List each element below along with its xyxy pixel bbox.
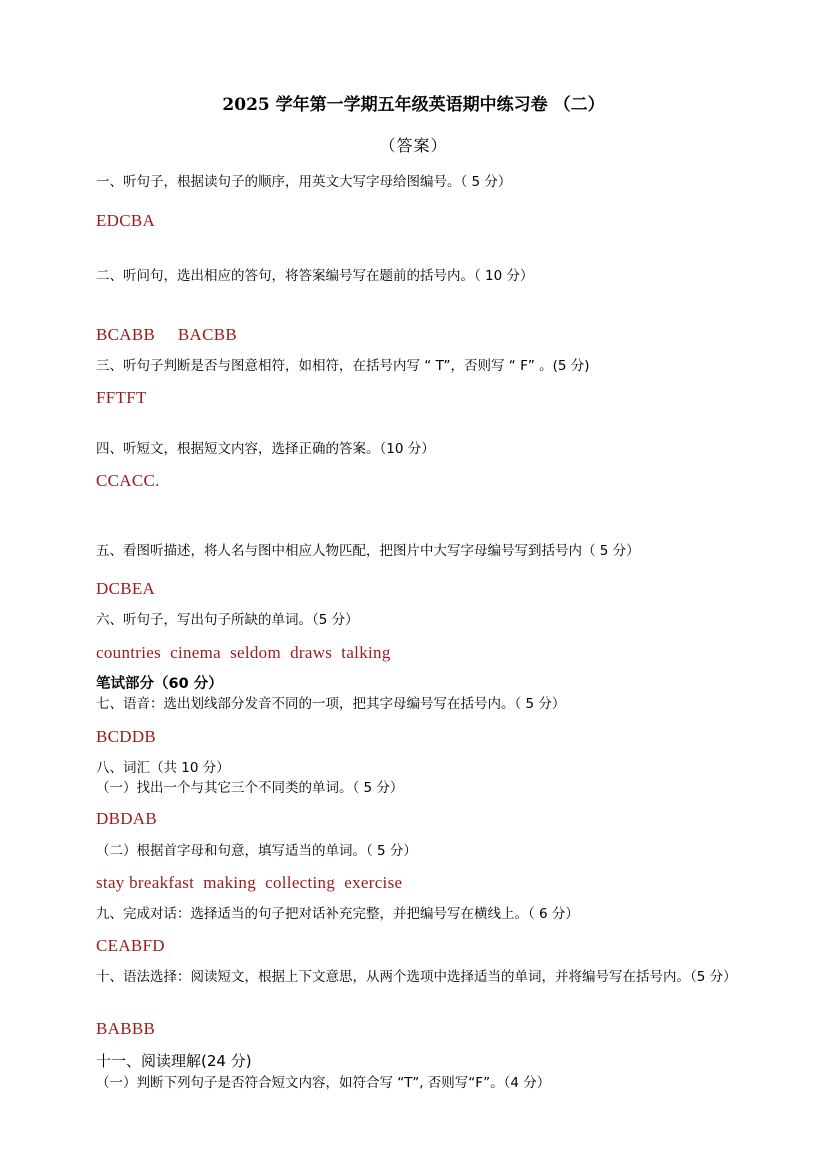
question-8-instruction: 八、词汇（共 10 分） <box>96 760 230 776</box>
question-10-instruction: 十、语法选择：阅读短文，根据上下文意思，从两个选项中选择适当的单词，并将编号写在括号内。（5 分） <box>96 969 737 985</box>
question-11-instruction: 十一、阅读理解(24 分) <box>96 1052 252 1070</box>
answer-2: BCABB BACBB <box>96 325 238 344</box>
answer-9: CEABFD <box>96 936 165 955</box>
question-1-instruction: 一、听句子，根据读句子的顺序，用英文大写字母给图编号。（ 5 分） <box>96 174 512 190</box>
question-6-instruction: 六、听句子，写出句子所缺的单词。（5 分） <box>96 612 359 628</box>
answer-10: BABBB <box>96 1019 156 1038</box>
question-8-sub-2: （二）根据首字母和句意，填写适当的单词。（ 5 分） <box>96 843 417 859</box>
question-11-sub-1: （一）判断下列句子是否符合短文内容，如符合写 “T”, 否则写“F”。（4 分） <box>96 1075 551 1091</box>
page-subtitle: （答案） <box>379 136 448 155</box>
answer-5: DCBEA <box>96 579 156 598</box>
written-part-heading: 笔试部分（60 分） <box>96 676 223 692</box>
answer-1: EDCBA <box>96 211 156 230</box>
question-3-instruction: 三、听句子判断是否与图意相符，如相符，在括号内写 “ T”，否则写 “ F” 。(5 分) <box>96 358 590 374</box>
answer-3: FFTFT <box>96 388 147 407</box>
question-4-instruction: 四、听短文，根据短文内容，选择正确的答案。（10 分） <box>96 441 435 457</box>
question-7-instruction: 七、语音：选出划线部分发音不同的一项，把其字母编号写在括号内。（ 5 分） <box>96 696 566 712</box>
question-2-instruction: 二、听问句，选出相应的答句，将答案编号写在题前的括号内。（ 10 分） <box>96 268 534 284</box>
answer-6: countries cinema seldom draws talking <box>96 643 391 662</box>
answer-7: BCDDB <box>96 727 157 746</box>
question-5-instruction: 五、看图听描述，将人名与图中相应人物匹配，把图片中大写字母编号写到括号内（ 5 分） <box>96 543 640 559</box>
answer-8-2: stay breakfast making collecting exercise <box>96 873 403 892</box>
question-9-instruction: 九、完成对话：选择适当的句子把对话补充完整，并把编号写在横线上。（ 6 分） <box>96 906 579 922</box>
answer-4: CCACC. <box>96 471 160 490</box>
answer-8-1: DBDAB <box>96 809 158 828</box>
question-8-sub-1: （一）找出一个与其它三个不同类的单词。（ 5 分） <box>96 780 404 796</box>
page-title: 2025 学年第一学期五年级英语期中练习卷 （二） <box>222 95 605 115</box>
